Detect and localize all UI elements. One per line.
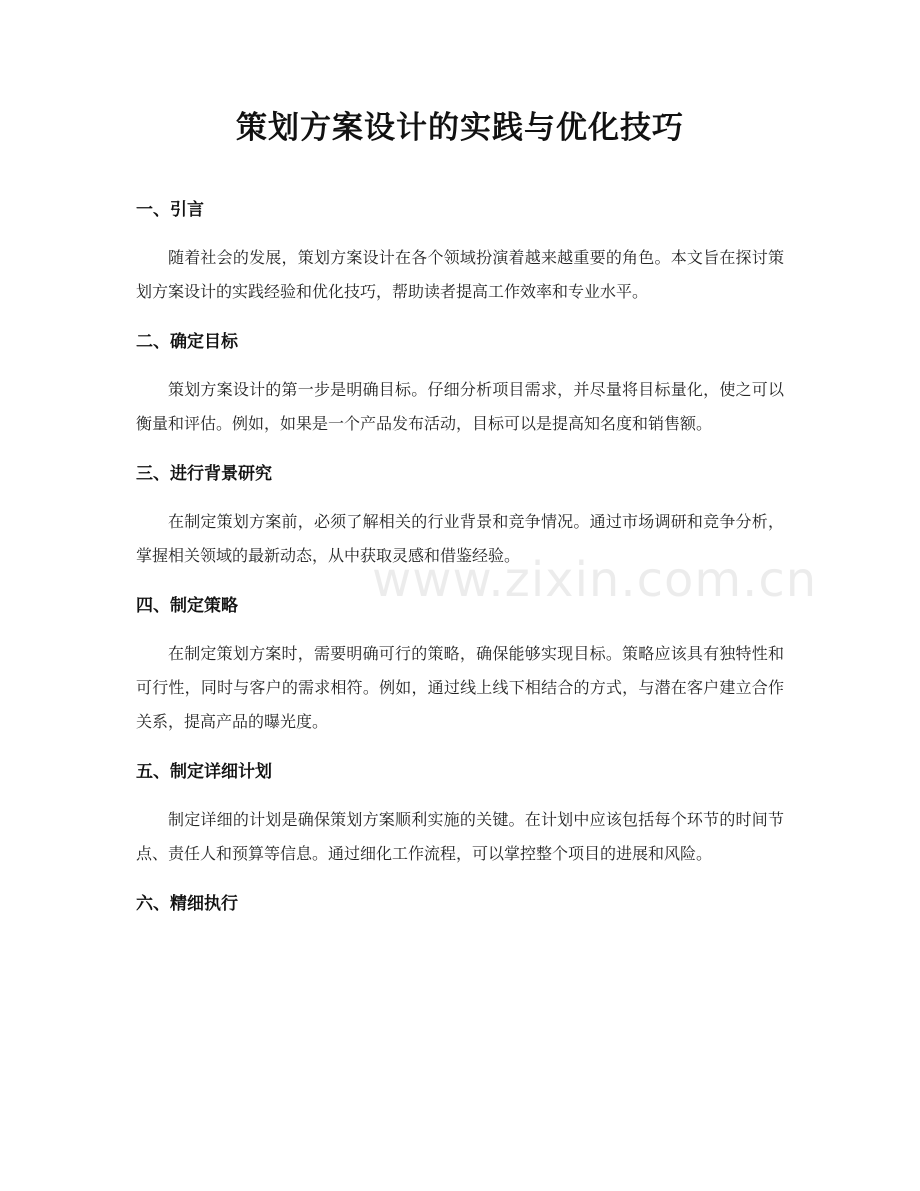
section-heading: 四、制定策略: [136, 596, 238, 616]
section-heading: 一、引言: [136, 200, 204, 220]
section-paragraph: 随着社会的发展，策划方案设计在各个领域扮演着越来越重要的角色。本文旨在探讨策划方案设计的实践经验和优化技巧，帮助读者提高工作效率和专业水平。: [136, 248, 784, 301]
section-introduction: [136, 198, 784, 309]
section-paragraph: 在制定策划方案前，必须了解相关的行业背景和竞争情况。通过市场调研和竞争分析，掌握相关领域的最新动态，从中获取灵感和借鉴经验。: [136, 512, 784, 565]
section-heading: 六、精细执行: [136, 894, 238, 914]
section-strategy: [136, 594, 784, 739]
section-paragraph: 策划方案设计的第一步是明确目标。仔细分析项目需求，并尽量将目标量化，使之可以衡量和评估。例如，如果是一个产品发布活动，目标可以是提高知名度和销售额。: [136, 380, 784, 433]
section-paragraph: 制定详细的计划是确保策划方案顺利实施的关键。在计划中应该包括每个环节的时间节点、责任人和预算等信息。通过细化工作流程，可以掌控整个项目的进展和风险。: [136, 810, 784, 863]
document-title: 策划方案设计的实践与优化技巧: [236, 110, 684, 146]
section-heading: 二、确定目标: [136, 332, 238, 352]
section-heading: 三、进行背景研究: [136, 464, 272, 484]
section-background-research: [136, 462, 784, 573]
section-fine-execution: [136, 892, 784, 916]
section-heading: 五、制定详细计划: [136, 762, 272, 782]
section-paragraph: 在制定策划方案时，需要明确可行的策略，确保能够实现目标。策略应该具有独特性和可行性，同时与客户的需求相符。例如，通过线上线下相结合的方式，与潜在客户建立合作关系，提高产品的曝光度。: [136, 644, 784, 731]
watermark-text: www.zixin.com.cn: [372, 552, 818, 608]
section-define-goals: [136, 330, 784, 441]
section-detailed-plan: [136, 760, 784, 871]
